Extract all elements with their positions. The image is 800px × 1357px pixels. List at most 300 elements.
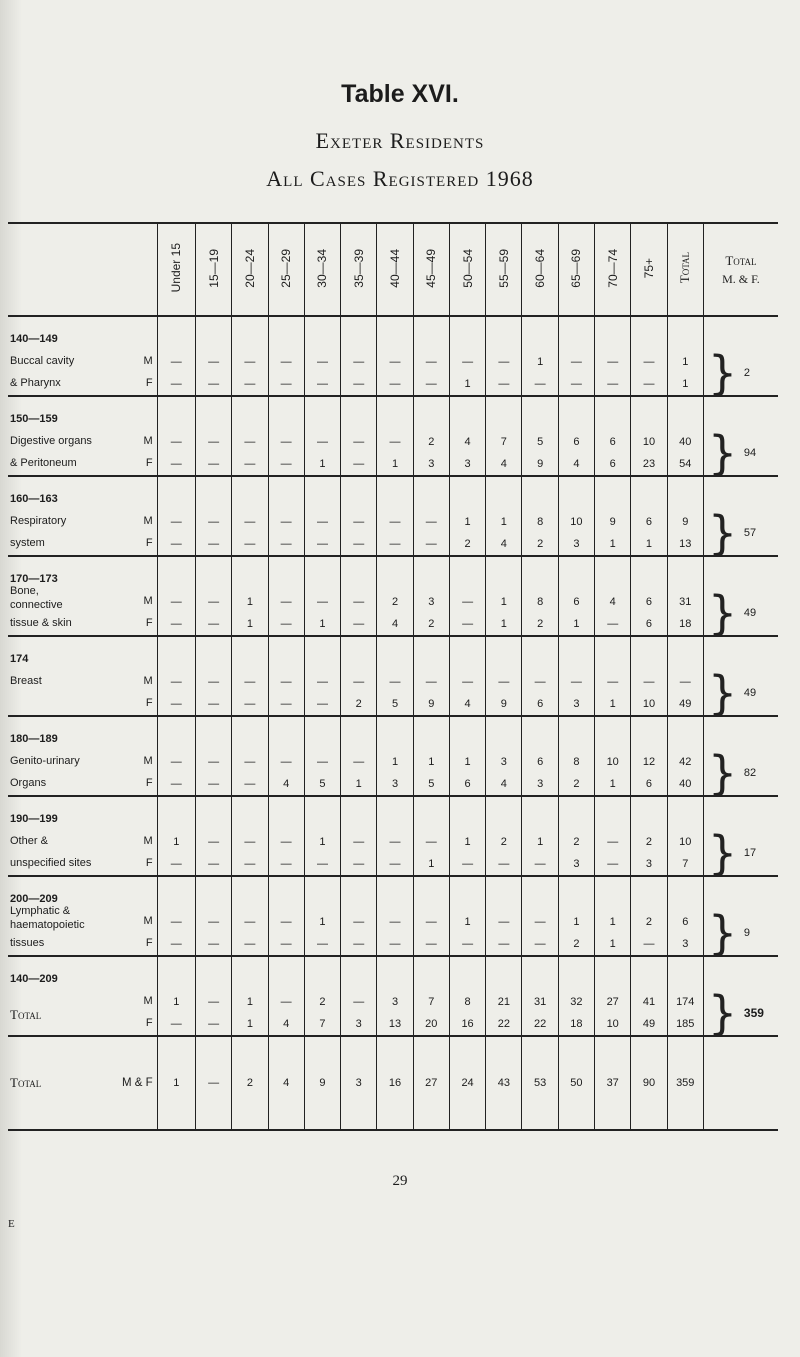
table-cell: —: [157, 533, 195, 556]
table-cell: 2: [232, 1036, 268, 1130]
table-cell: [232, 316, 268, 351]
row-label: [8, 933, 157, 956]
table-cell: —: [195, 453, 231, 476]
table-cell: [595, 636, 631, 671]
table-cell: 2: [341, 693, 377, 716]
table-cell: 4: [595, 591, 631, 613]
table-cell: 18: [558, 1013, 594, 1036]
table-cell: —: [268, 751, 304, 773]
brace-total-cell: [703, 666, 778, 720]
table-cell: —: [558, 671, 594, 693]
table-cell: —: [157, 933, 195, 956]
table-cell: 2: [413, 613, 449, 636]
table-cell: 40: [667, 431, 703, 453]
table-cell: 5: [377, 693, 413, 716]
table-cell: —: [195, 853, 231, 876]
table-cell: [195, 556, 231, 591]
table-row: [8, 773, 778, 796]
table-cell: [232, 876, 268, 911]
table-cell: [8, 716, 157, 751]
table-cell: —: [195, 933, 231, 956]
table-cell: 1: [486, 613, 522, 636]
spacer-row: [8, 396, 778, 431]
table-cell: [341, 396, 377, 431]
brace-icon: }: [707, 826, 738, 880]
table-cell: [449, 396, 485, 431]
row-sex: F: [145, 457, 153, 469]
table-cell: 3: [558, 533, 594, 556]
row-label: [8, 751, 157, 773]
table-cell: —: [195, 693, 231, 716]
row-sex: M: [143, 355, 153, 367]
table-cell: [522, 396, 558, 431]
table-cell: [341, 636, 377, 671]
group-total: 2: [743, 367, 751, 379]
table-cell: —: [522, 911, 558, 933]
table-cell: 49: [631, 1013, 667, 1036]
brace-icon: }: [707, 346, 738, 400]
table-cell: 359: [667, 1036, 703, 1130]
header-age-col: 45—49: [413, 223, 449, 316]
row-label-text: Bone,: [10, 585, 39, 597]
table-cell: 6: [522, 751, 558, 773]
table-cell: —: [631, 351, 667, 373]
table-cell: 1: [413, 751, 449, 773]
table-cell: [558, 316, 594, 351]
table-cell: [8, 476, 157, 511]
table-cell: 6: [667, 911, 703, 933]
table-cell: —: [268, 853, 304, 876]
row-sex: F: [145, 857, 153, 869]
table-cell: [304, 716, 340, 751]
table-cell: [195, 636, 231, 671]
table-cell: 1: [595, 693, 631, 716]
table-row: [8, 453, 778, 476]
table-cell: —: [449, 933, 485, 956]
row-sex: F: [145, 617, 153, 629]
table-cell: —: [377, 853, 413, 876]
table-cell: 1: [449, 831, 485, 853]
group-code: 180—189: [10, 733, 58, 745]
table-cell: 3: [667, 933, 703, 956]
header-age-col: 20—24: [232, 223, 268, 316]
row-label: [8, 905, 157, 933]
table-cell: 6: [449, 773, 485, 796]
table-cell: [631, 636, 667, 671]
table-cell: [232, 796, 268, 831]
table-cell: [486, 476, 522, 511]
table-cell: 1: [486, 511, 522, 533]
table-cell: 3: [558, 693, 594, 716]
table-cell: —: [341, 453, 377, 476]
table-cell: 1: [449, 911, 485, 933]
table-cell: [341, 876, 377, 911]
table-cell: 1: [449, 751, 485, 773]
table-cell: —: [157, 431, 195, 453]
table-cell: 185: [667, 1013, 703, 1036]
row-label: [8, 773, 157, 796]
table-body: [8, 316, 778, 1130]
row-label: [8, 351, 157, 373]
table-cell: [413, 556, 449, 591]
footer-mark: E: [8, 1218, 15, 1230]
table-cell: 12: [631, 751, 667, 773]
brace-icon: }: [707, 906, 738, 960]
table-cell: [558, 716, 594, 751]
table-cell: 6: [558, 431, 594, 453]
row-label: [8, 613, 157, 636]
table-cell: [522, 716, 558, 751]
table-cell: —: [377, 933, 413, 956]
row-label-text: & Peritoneum: [10, 457, 77, 469]
table-cell: [268, 956, 304, 991]
grand-total-text: Total: [10, 1075, 42, 1090]
table-cell: [341, 556, 377, 591]
table-cell: 43: [486, 1036, 522, 1130]
table-cell: —: [195, 373, 231, 396]
table-cell: —: [232, 751, 268, 773]
table-cell: —: [232, 453, 268, 476]
table-cell: 4: [268, 773, 304, 796]
table-cell: —: [522, 933, 558, 956]
group-code: 140—149: [10, 333, 58, 345]
table-cell: 1: [667, 373, 703, 396]
table-cell: —: [558, 351, 594, 373]
cancer-registration-table: [8, 222, 778, 1131]
table-cell: —: [341, 351, 377, 373]
table-cell: 7: [667, 853, 703, 876]
row-label-text: Respiratory: [10, 515, 67, 527]
row-sex: F: [145, 537, 153, 549]
table-cell: 9: [304, 1036, 340, 1130]
table-cell: 9: [486, 693, 522, 716]
table-cell: [341, 316, 377, 351]
table-cell: [304, 396, 340, 431]
table-cell: 50: [558, 1036, 594, 1130]
brace-total-cell: [703, 986, 778, 1040]
table-cell: [8, 316, 157, 351]
row-label-text: Organs: [10, 777, 47, 789]
table-row: [8, 1013, 778, 1036]
header-total-mf: Total M. & F.: [703, 223, 778, 316]
table-cell: [449, 556, 485, 591]
table-cell: [157, 316, 195, 351]
spacer-row: [8, 476, 778, 511]
table-cell: 37: [595, 1036, 631, 1130]
table-cell: 4: [486, 773, 522, 796]
table-cell: 174: [667, 991, 703, 1013]
row-label: [8, 991, 157, 1022]
row-sex: M: [143, 995, 153, 1007]
table-cell: —: [157, 693, 195, 716]
table-row: [8, 671, 778, 693]
table-cell: —: [304, 853, 340, 876]
row-label-text: unspecified sites: [10, 857, 92, 869]
table-cell: 16: [449, 1013, 485, 1036]
row-sex: F: [145, 377, 153, 389]
table-cell: 3: [341, 1013, 377, 1036]
table-cell: [667, 396, 703, 431]
brace-total-cell: [703, 586, 778, 640]
table-cell: —: [195, 991, 231, 1013]
table-cell: 1: [595, 933, 631, 956]
table-cell: —: [232, 831, 268, 853]
table-cell: —: [195, 831, 231, 853]
table-cell: 1: [304, 831, 340, 853]
table-cell: —: [195, 751, 231, 773]
table-cell: [667, 476, 703, 511]
table-cell: —: [268, 351, 304, 373]
table-cell: 3: [413, 591, 449, 613]
group-total: 82: [743, 767, 757, 779]
table-cell: 32: [558, 991, 594, 1013]
table-cell: [558, 956, 594, 991]
group-total: 94: [743, 447, 757, 459]
row-label: [8, 1013, 157, 1036]
table-cell: [157, 636, 195, 671]
table-cell: —: [486, 351, 522, 373]
spacer-row: [8, 316, 778, 351]
table-cell: —: [232, 373, 268, 396]
table-cell: 1: [667, 351, 703, 373]
table-cell: [304, 956, 340, 991]
table-cell: —: [304, 671, 340, 693]
table-cell: [195, 476, 231, 511]
table-cell: —: [631, 933, 667, 956]
table-cell: [377, 796, 413, 831]
table-cell: [558, 636, 594, 671]
table-cell: [377, 716, 413, 751]
table-cell: 1: [304, 911, 340, 933]
table-cell: 1: [341, 773, 377, 796]
table-cell: —: [304, 933, 340, 956]
table-cell: 54: [667, 453, 703, 476]
table-row: [8, 693, 778, 716]
table-row: [8, 933, 778, 956]
table-cell: [304, 636, 340, 671]
table-cell: 2: [304, 991, 340, 1013]
row-sex: F: [145, 1017, 153, 1029]
row-label: [8, 511, 157, 533]
table-cell: —: [595, 373, 631, 396]
table-cell: [157, 796, 195, 831]
table-cell: [377, 396, 413, 431]
table-cell: 18: [667, 613, 703, 636]
table-cell: —: [413, 831, 449, 853]
table-cell: [486, 396, 522, 431]
table-cell: [631, 716, 667, 751]
table-cell: [631, 956, 667, 991]
grand-total-label: [8, 1036, 157, 1130]
table-cell: [413, 316, 449, 351]
table-cell: 9: [667, 511, 703, 533]
table-cell: [377, 876, 413, 911]
table-cell: —: [341, 373, 377, 396]
table-cell: [631, 396, 667, 431]
table-cell: 8: [449, 991, 485, 1013]
table-cell: [377, 556, 413, 591]
table-row: [8, 831, 778, 853]
table-cell: 1: [157, 831, 195, 853]
table-cell: 13: [377, 1013, 413, 1036]
group-code: 150—159: [10, 413, 58, 425]
spacer-row: [8, 796, 778, 831]
table-cell: [268, 796, 304, 831]
table-cell: 1: [558, 911, 594, 933]
table-cell: [413, 956, 449, 991]
table-cell: [304, 316, 340, 351]
table-cell: [486, 956, 522, 991]
table-cell: [268, 476, 304, 511]
table-cell: 90: [631, 1036, 667, 1130]
table-cell: 24: [449, 1036, 485, 1130]
table-cell: [522, 636, 558, 671]
table-cell: [667, 316, 703, 351]
table-cell: [595, 796, 631, 831]
table-cell: —: [631, 671, 667, 693]
table-cell: —: [195, 511, 231, 533]
table-cell: 1: [522, 831, 558, 853]
row-sex: F: [145, 937, 153, 949]
table-cell: 1: [449, 511, 485, 533]
table-cell: [631, 796, 667, 831]
table-cell: 31: [522, 991, 558, 1013]
table-cell: [8, 396, 157, 431]
header-age-col: 15—19: [195, 223, 231, 316]
group-total: 9: [743, 927, 751, 939]
header-age-col: 75+: [631, 223, 667, 316]
brace-total-cell: [703, 506, 778, 560]
table-cell: —: [195, 533, 231, 556]
table-cell: [522, 956, 558, 991]
table-cell: [449, 476, 485, 511]
table-cell: [595, 476, 631, 511]
table-cell: —: [195, 613, 231, 636]
header-total-col: Total: [667, 223, 703, 316]
table-cell: 22: [486, 1013, 522, 1036]
table-cell: [157, 476, 195, 511]
table-cell: [413, 716, 449, 751]
spacer-row: [8, 876, 778, 911]
group-code: 140—209: [10, 973, 58, 985]
row-label-text: Breast: [10, 675, 42, 687]
table-row: [8, 373, 778, 396]
table-cell: [304, 476, 340, 511]
table-cell: —: [268, 911, 304, 933]
row-label-text: Lymphatic &: [10, 905, 71, 917]
table-cell: 41: [631, 991, 667, 1013]
spacer-row: [8, 716, 778, 751]
table-cell: —: [595, 671, 631, 693]
row-label-text: tissue & skin: [10, 617, 72, 629]
brace-icon: }: [707, 426, 738, 480]
table-cell: 2: [377, 591, 413, 613]
table-cell: [449, 716, 485, 751]
table-cell: 3: [558, 853, 594, 876]
table-cell: —: [595, 831, 631, 853]
table-cell: —: [195, 1013, 231, 1036]
table-row: [8, 613, 778, 636]
table-cell: —: [157, 511, 195, 533]
table-cell: —: [232, 693, 268, 716]
table-cell: 1: [157, 991, 195, 1013]
table-cell: —: [157, 591, 195, 613]
table-cell: —: [341, 853, 377, 876]
table-cell: 20: [413, 1013, 449, 1036]
table-cell: —: [595, 613, 631, 636]
table-cell: [377, 956, 413, 991]
table-cell: 5: [522, 431, 558, 453]
table-cell: [195, 956, 231, 991]
table-cell: —: [341, 671, 377, 693]
table-cell: [486, 716, 522, 751]
table-cell: [232, 476, 268, 511]
table-cell: 16: [377, 1036, 413, 1130]
table-cell: 8: [522, 511, 558, 533]
table-cell: [232, 396, 268, 431]
row-label: [8, 853, 157, 876]
brace-total-cell: [703, 346, 778, 400]
table-cell: [304, 796, 340, 831]
table-cell: 2: [486, 831, 522, 853]
table-cell: —: [268, 373, 304, 396]
table-cell: 3: [631, 853, 667, 876]
table-cell: [631, 556, 667, 591]
table-cell: 1: [595, 533, 631, 556]
table-cell: [595, 556, 631, 591]
table-cell: 2: [522, 533, 558, 556]
table-cell: [268, 636, 304, 671]
table-cell: —: [449, 853, 485, 876]
table-cell: —: [157, 853, 195, 876]
table-subtitle-residents: Exeter Residents: [315, 128, 485, 153]
table-cell: [268, 876, 304, 911]
group-code: 160—163: [10, 493, 58, 505]
table-cell: —: [341, 933, 377, 956]
table-cell: 2: [631, 831, 667, 853]
table-cell: 22: [522, 1013, 558, 1036]
row-label: [8, 831, 157, 853]
group-total: 57: [743, 527, 757, 539]
table-cell: 10: [667, 831, 703, 853]
table-cell: —: [304, 373, 340, 396]
row-sex: M: [143, 595, 153, 607]
table-cell: 10: [631, 693, 667, 716]
table-cell: 8: [558, 751, 594, 773]
table-cell: 40: [667, 773, 703, 796]
table-cell: —: [413, 511, 449, 533]
table-cell: [268, 716, 304, 751]
table-cell: 4: [377, 613, 413, 636]
table-cell: 7: [413, 991, 449, 1013]
table-cell: [486, 636, 522, 671]
table-cell: —: [413, 933, 449, 956]
table-cell: —: [449, 613, 485, 636]
table-cell: —: [268, 693, 304, 716]
row-sex: M: [143, 675, 153, 687]
table-cell: [486, 796, 522, 831]
table-row: [8, 751, 778, 773]
table-cell: —: [268, 453, 304, 476]
table-cell: —: [522, 671, 558, 693]
table-cell: 5: [413, 773, 449, 796]
group-code: 200—209: [10, 893, 58, 905]
row-label: [8, 373, 157, 396]
row-label: [8, 693, 157, 716]
table-cell: —: [195, 671, 231, 693]
table-cell: 9: [413, 693, 449, 716]
table-cell: 1: [232, 1013, 268, 1036]
